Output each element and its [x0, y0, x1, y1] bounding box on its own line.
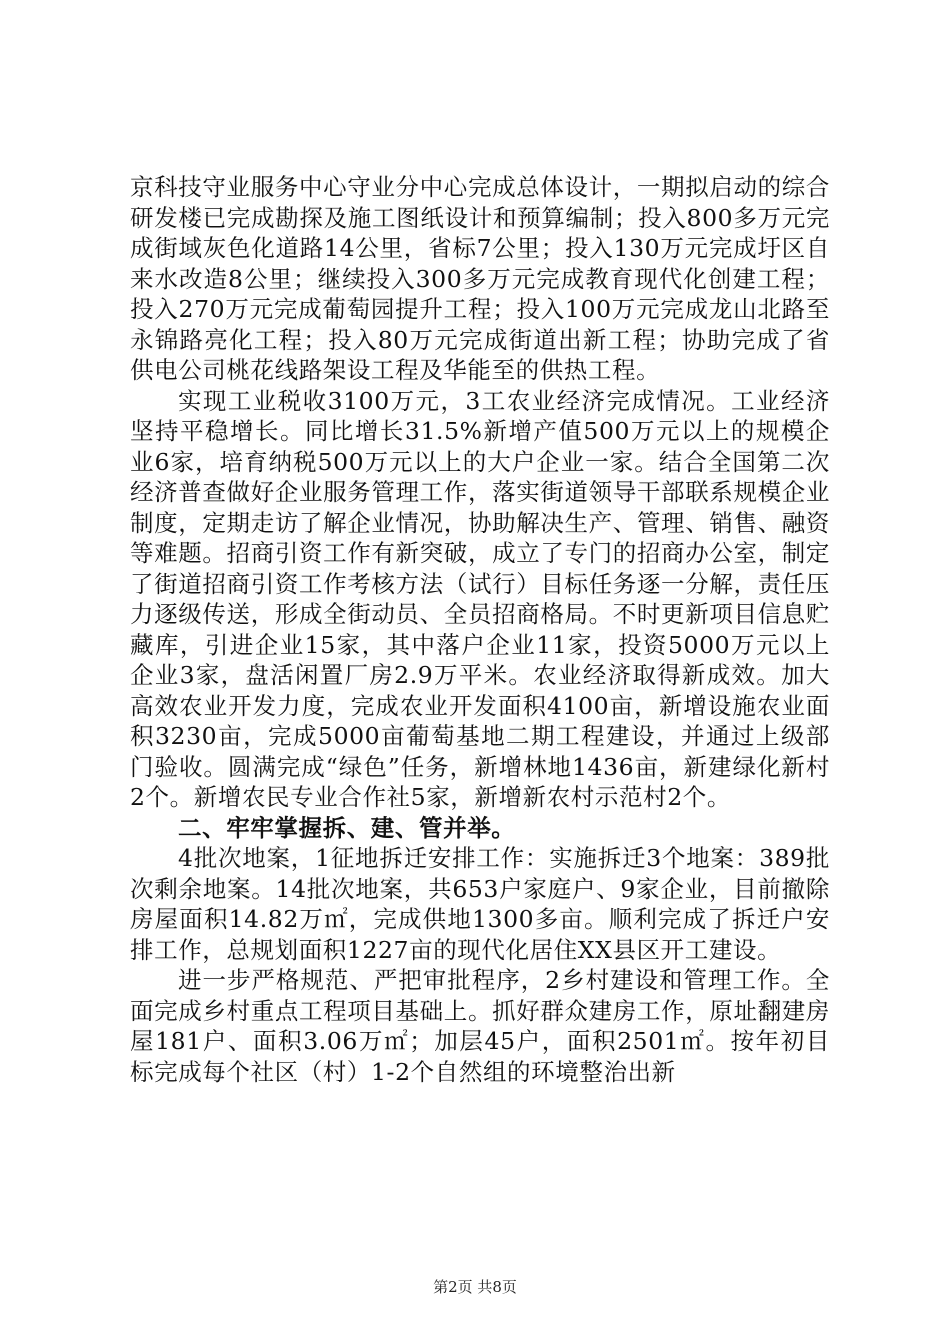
page-number-footer: 第2页 共8页: [433, 1278, 517, 1296]
document-body: [130, 172, 830, 1087]
section-heading: 二、牢牢掌握拆、建、管并举。: [178, 813, 516, 842]
paragraph-village-construction: 进一步严格规范、严把审批程序，2乡村建设和管理工作。全面完成乡村重点工程项目基础上。抓好群众建房工作，原址翻建房屋181户、面积3.06万㎡；加层45户，面积2501㎡。按年初目标完成每个社区（村）1-2个自然组的环境整治出新: [130, 966, 830, 1086]
paragraph-infrastructure: 京科技守业服务中心守业分中心完成总体设计，一期拟启动的综合研发楼已完成勘探及施工图纸设计和预算编制；投入800多万元完成街域灰色化道路14公里，省标7公里；投入130万元完成圩区自来水改造8公里；继续投入300多万元完成教育现代化创建工程；投入270万元完成葡萄园提升工程；投入100万元完成龙山北路至永锦路亮化工程；投入80万元完成街道出新工程；协助完成了省供电公司桃花线路架设工程及华能至的供热工程。: [130, 173, 830, 384]
paragraph-demolition: 4批次地案，1征地拆迁安排工作：实施拆迁3个地案：389批次剩余地案。14批次地案，共653户家庭户、9家企业，目前撤除房屋面积14.82万㎡，完成供地1300多亩。顺利完成了拆迁户安排工作，总规划面积1227亩的现代化居住XX县区开工建设。: [130, 844, 830, 964]
paragraph-economy: 实现工业税收3100万元，3工农业经济完成情况。工业经济坚持平稳增长。同比增长31.5%新增产值500万元以上的规模企业6家，培育纳税500万元以上的大户企业一家。结合全国第二次经济普查做好企业服务管理工作，落实街道领导干部联系规模企业制度，定期走访了解企业情况，协助解决生产、管理、销售、融资等难题。招商引资工作有新突破，成立了专门的招商办公室，制定了街道招商引资工作考核方法（试行）目标任务逐一分解，责任压力逐级传送，形成全街动员、全员招商格局。不时更新项目信息贮藏库，引进企业15家，其中落户企业11家，投资5000万元以上企业3家，盘活闲置厂房2.9万平米。农业经济取得新成效。加大高效农业开发力度，完成农业开发面积4100亩，新增设施农业面积3230亩，完成5000亩葡萄基地二期工程建设，并通过上级部门验收。圆满完成“绿色”任务，新增林地1436亩，新建绿化新村2个。新增农民专业合作社5家，新增新农村示范村2个。: [130, 386, 830, 811]
